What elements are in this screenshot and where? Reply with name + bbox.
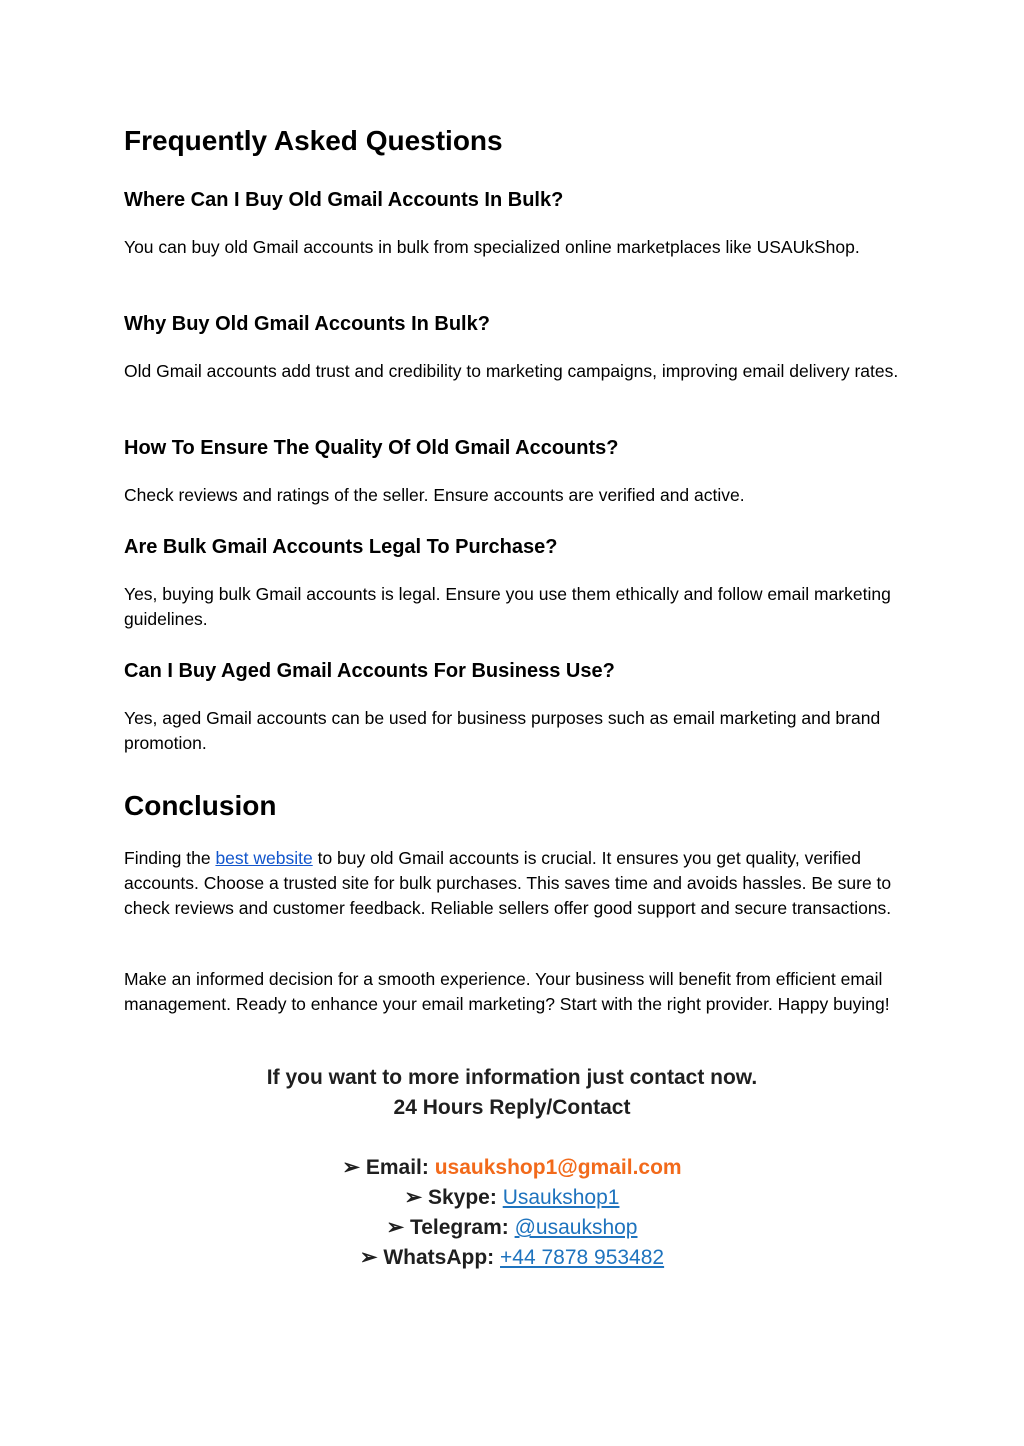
faq-question-3: How To Ensure The Quality Of Old Gmail Accounts?	[124, 437, 619, 459]
faq-answer-1: You can buy old Gmail accounts in bulk from specialized online marketplaces like USAUkShop.	[124, 237, 860, 257]
faq-answer-3: Check reviews and ratings of the seller. Ensure accounts are verified and active.	[124, 485, 745, 505]
faq-question-1: Where Can I Buy Old Gmail Accounts In Bulk?	[124, 189, 564, 211]
contact-block	[124, 1063, 900, 1273]
contact-whatsapp-row	[124, 1243, 900, 1273]
arrow-bullet-icon: ➢	[359, 1246, 378, 1269]
conclusion-paragraph-1	[124, 846, 900, 921]
skype-label: Skype:	[427, 1186, 497, 1209]
contact-spacer	[124, 1123, 900, 1153]
contact-skype-row	[124, 1183, 900, 1213]
telegram-label: Telegram:	[409, 1216, 509, 1239]
arrow-bullet-icon: ➢	[404, 1186, 423, 1209]
faq-title: Frequently Asked Questions	[124, 125, 503, 156]
arrow-bullet-icon: ➢	[342, 1156, 360, 1179]
faq-answer-5: Yes, aged Gmail accounts can be used for business purposes such as email marketing and brand promotion.	[124, 708, 881, 753]
email-label: Email:	[365, 1156, 429, 1179]
contact-telegram-row	[124, 1213, 900, 1243]
faq-question-4: Are Bulk Gmail Accounts Legal To Purchase?	[124, 536, 558, 558]
contact-heading: If you want to more information just contact now.	[266, 1066, 758, 1089]
faq-question-5: Can I Buy Aged Gmail Accounts For Business Use?	[124, 660, 615, 682]
faq-question-2: Why Buy Old Gmail Accounts In Bulk?	[124, 313, 490, 335]
arrow-bullet-icon: ➢	[386, 1216, 405, 1239]
contact-email-row	[124, 1153, 900, 1183]
best-website-link[interactable]: best website	[215, 848, 313, 868]
conclusion-title: Conclusion	[124, 790, 277, 821]
conclusion-p1-before: Finding the	[124, 848, 216, 868]
conclusion-paragraph-2: Make an informed decision for a smooth experience. Your business will benefit from efficient email management. Ready to enhance your email marketing? Start with the right provider. Happy buying!	[124, 969, 890, 1014]
whatsapp-link[interactable]: +44 7878 953482	[500, 1246, 665, 1269]
contact-subheading: 24 Hours Reply/Contact	[393, 1096, 631, 1119]
faq-answer-4: Yes, buying bulk Gmail accounts is legal. Ensure you use them ethically and follow email marketing guidelines.	[124, 584, 891, 629]
email-value[interactable]: usaukshop1@gmail.com	[434, 1156, 682, 1179]
faq-answer-2: Old Gmail accounts add trust and credibility to marketing campaigns, improving email delivery rates.	[124, 361, 899, 381]
skype-link[interactable]: Usaukshop1	[502, 1186, 620, 1209]
telegram-link[interactable]: @usaukshop	[514, 1216, 638, 1239]
conclusion-p1-after: to buy old Gmail accounts is crucial. It ensures you get quality, verified accounts. Choose a trusted site for bulk purchases. This saves time and avoids hassles. Be sure to check reviews and customer feedback. Reliable sellers offer good support and secure transactions.	[124, 848, 892, 918]
whatsapp-label: WhatsApp:	[383, 1246, 495, 1269]
